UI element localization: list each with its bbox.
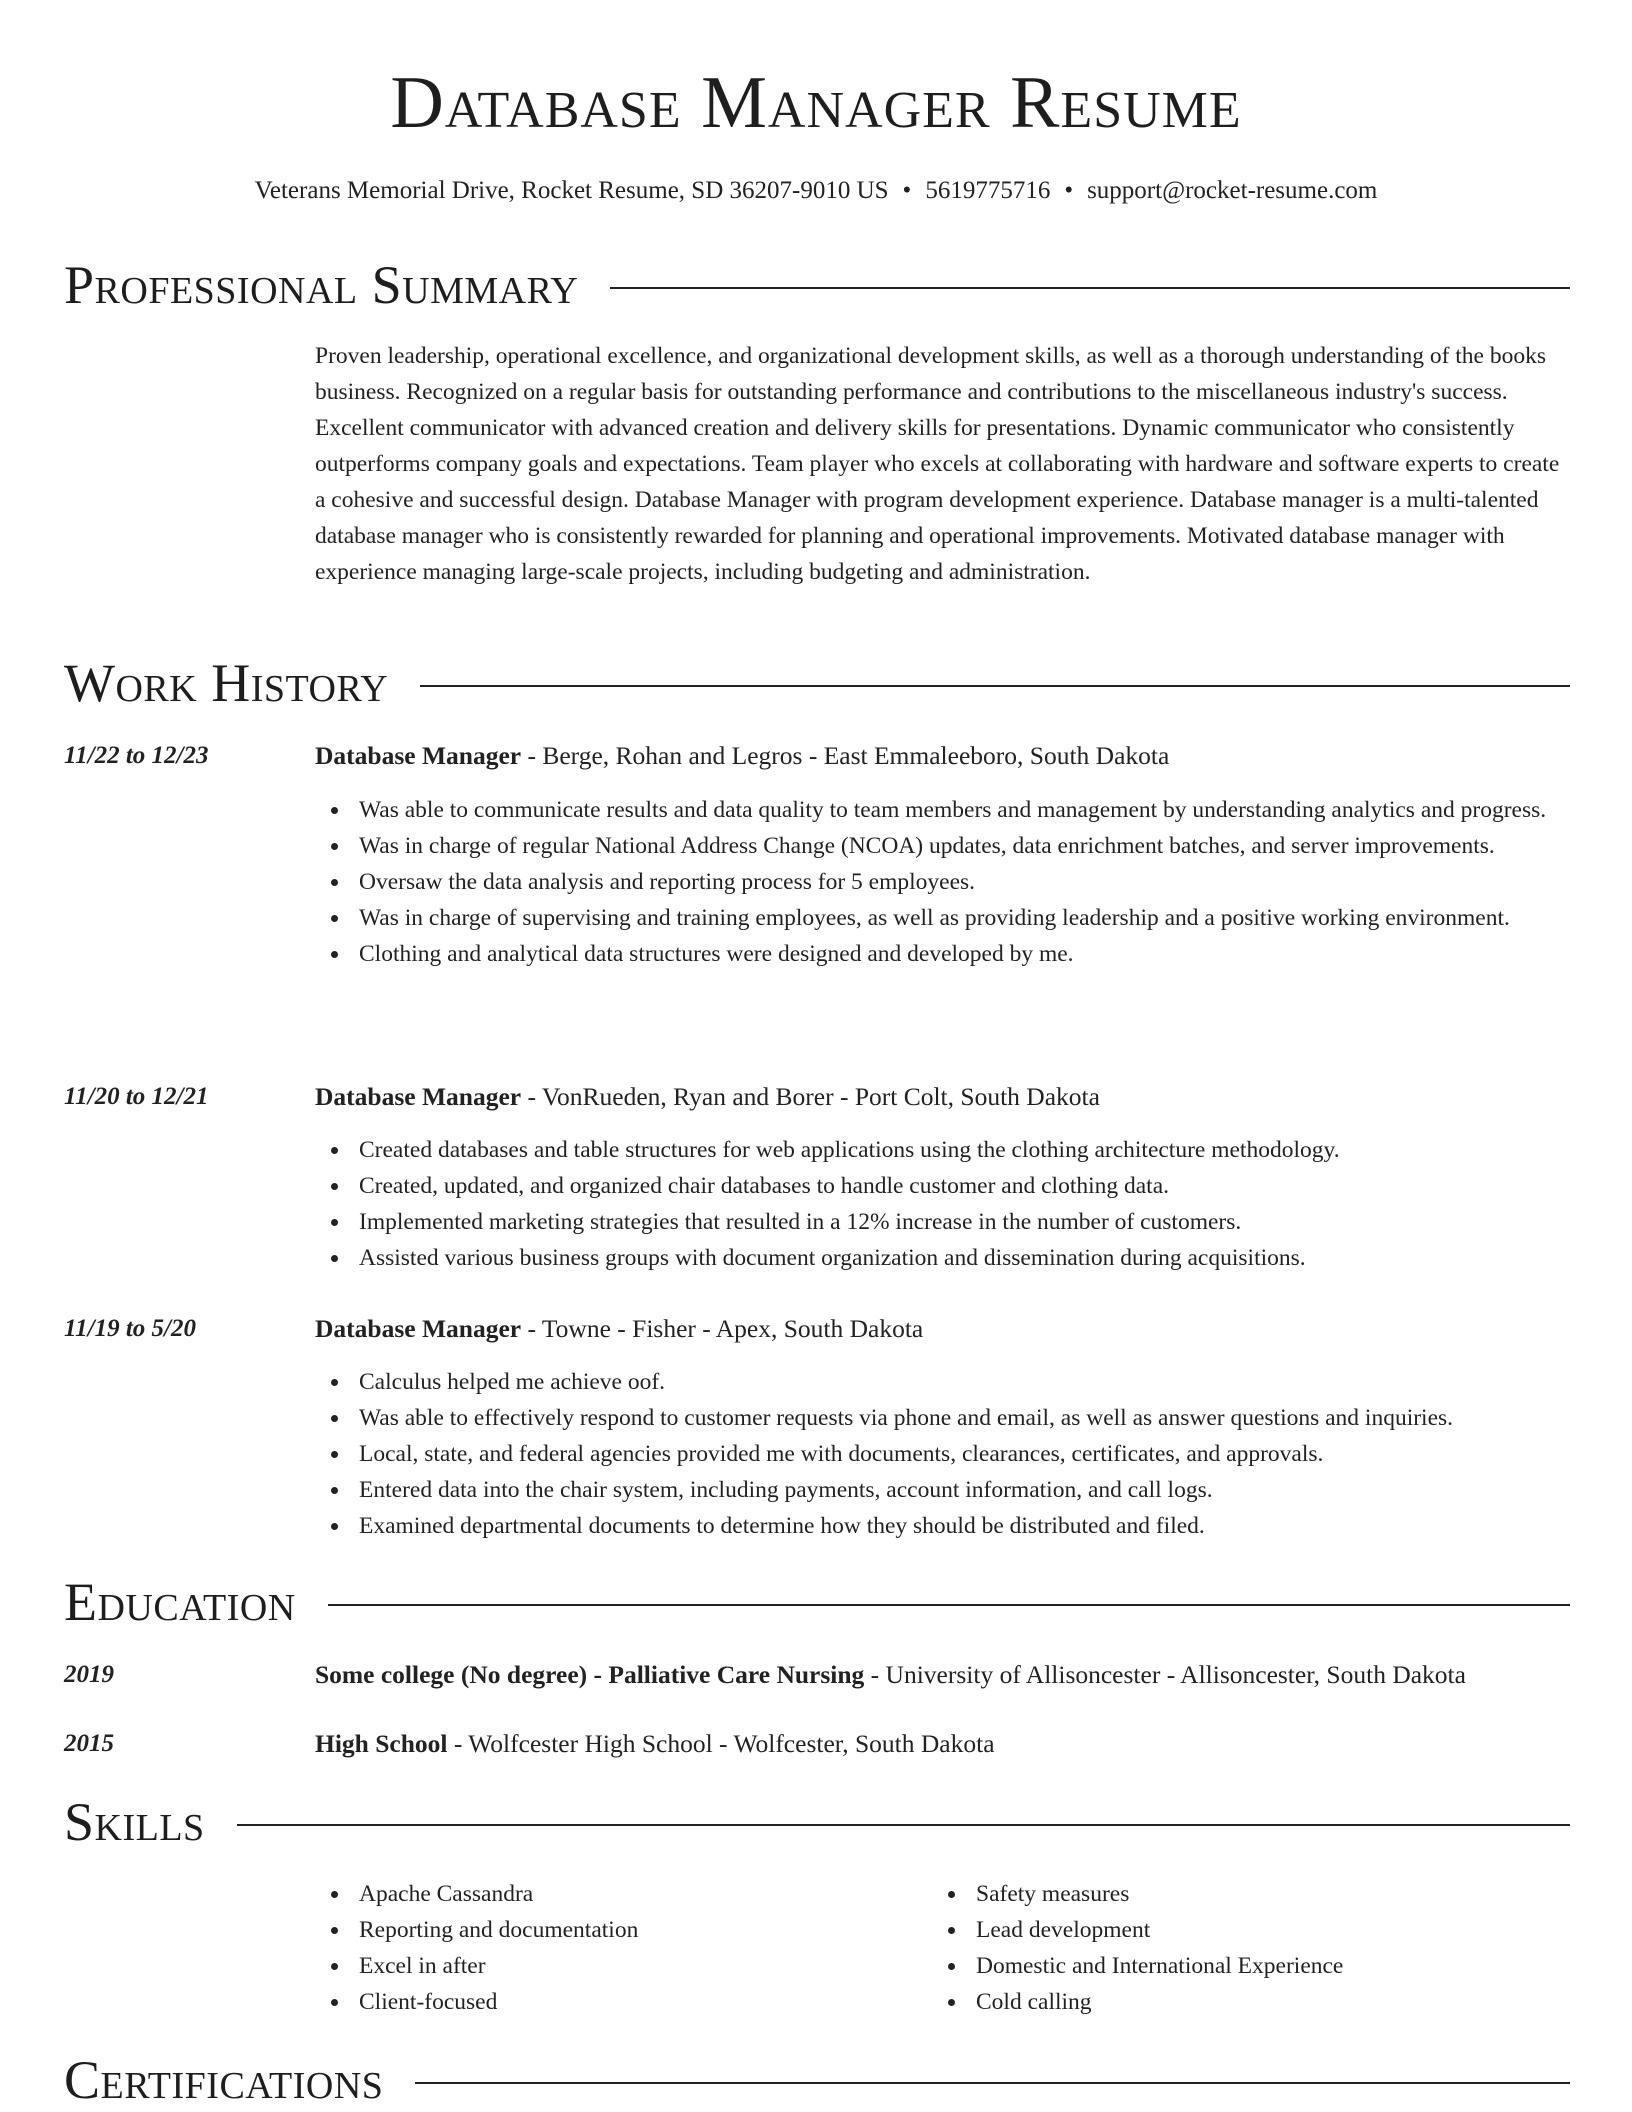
job-heading — [315, 1312, 1575, 1346]
section-title: Certifications — [64, 2050, 384, 2110]
job-employer: - Towne - Fisher - Apex, South Dakota — [521, 1314, 924, 1343]
page-title: Database Manager Resume — [390, 62, 1242, 144]
section-title: Skills — [64, 1792, 205, 1852]
section-header-certifications — [64, 2048, 1570, 2112]
job-title: Database Manager — [315, 1314, 522, 1343]
contact-info — [0, 174, 1632, 208]
education-degree: Some college (No degree) - Palliative Care Nursing — [315, 1660, 865, 1689]
job-dates: 11/22 to 12/23 — [64, 742, 209, 769]
list-item: Examined departmental documents to determine how they should be distributed and filed. — [315, 1508, 1575, 1544]
list-item: Calculus helped me achieve oof. — [315, 1364, 1575, 1400]
list-item: Local, state, and federal agencies provided me with documents, clearances, certificates, and approvals. — [315, 1436, 1575, 1472]
education-year: 2015 — [64, 1730, 114, 1757]
section-header-education — [64, 1570, 1570, 1634]
job-dates: 11/19 to 5/20 — [64, 1315, 196, 1342]
skill-item: Cold calling — [932, 1984, 1532, 2020]
skills-list-left — [315, 1876, 915, 2020]
skill-item: Safety measures — [932, 1876, 1532, 1912]
section-divider — [420, 685, 1570, 687]
list-item: Was able to communicate results and data quality to team members and management by understanding analytics and progress. — [315, 792, 1575, 828]
job-employer: - VonRueden, Ryan and Borer - Port Colt, South Dakota — [521, 1082, 1100, 1111]
section-header-summary — [64, 253, 1570, 317]
list-item: Was in charge of supervising and training employees, as well as providing leadership and a positive working environment. — [315, 900, 1575, 936]
list-item: Implemented marketing strategies that resulted in a 12% increase in the number of customers. — [315, 1204, 1575, 1240]
job-dates: 11/20 to 12/21 — [64, 1083, 209, 1110]
contact-phone: 5619775716 — [925, 177, 1051, 204]
section-divider — [610, 287, 1570, 289]
separator-dot: • — [902, 177, 912, 204]
education-school: - University of Allisoncester - Allisoncester, South Dakota — [864, 1660, 1466, 1689]
section-title: Professional Summary — [64, 255, 579, 315]
job-employer: - Berge, Rohan and Legros - East Emmaleeboro, South Dakota — [521, 741, 1170, 770]
job-bullets — [315, 1132, 1575, 1276]
list-item: Clothing and analytical data structures were designed and developed by me. — [315, 936, 1575, 972]
education-entry — [315, 1727, 1575, 1761]
list-item: Oversaw the data analysis and reporting process for 5 employees. — [315, 864, 1575, 900]
contact-email: support@rocket-resume.com — [1087, 177, 1378, 204]
education-school: - Wolfcester High School - Wolfcester, South Dakota — [447, 1729, 995, 1758]
skill-item: Lead development — [932, 1912, 1532, 1948]
job-title: Database Manager — [315, 741, 522, 770]
section-divider — [237, 1824, 1570, 1826]
skills-list-right — [932, 1876, 1532, 2020]
job-bullets — [315, 792, 1575, 972]
separator-dot: • — [1064, 177, 1074, 204]
skill-item: Client-focused — [315, 1984, 915, 2020]
job-title: Database Manager — [315, 1082, 522, 1111]
summary-text: Proven leadership, operational excellence, and organizational development skills, as well as a thorough understanding of the books business. Recognized on a regular basis for outstanding performance and contributions to the miscellaneous industry's success. Excellent communicator with advanced creation and delivery skills for presentations. Dynamic communicator who consistently outperforms company goals and expectations. Team player who excels at collaborating with hardware and software experts to create a cohesive and successful design. Database Manager with program development experience. Database manager is a multi-talented database manager who is consistently rewarded for planning and operational improvements. Motivated database manager with experience managing large-scale projects, including budgeting and administration. — [315, 343, 1560, 585]
list-item: Was able to effectively respond to customer requests via phone and email, as well as answer questions and inquiries. — [315, 1400, 1575, 1436]
section-title: Education — [64, 1572, 296, 1632]
list-item: Was in charge of regular National Address Change (NCOA) updates, data enrichment batches, and server improvements. — [315, 828, 1575, 864]
education-degree: High School — [315, 1729, 448, 1758]
list-item: Assisted various business groups with document organization and dissemination during acquisitions. — [315, 1240, 1575, 1276]
education-year: 2019 — [64, 1661, 114, 1688]
education-entry — [315, 1658, 1575, 1692]
job-heading — [315, 1080, 1575, 1114]
section-header-work-history — [64, 651, 1570, 715]
section-header-skills — [64, 1790, 1570, 1854]
list-item: Created databases and table structures for web applications using the clothing architecture methodology. — [315, 1132, 1575, 1168]
list-item: Created, updated, and organized chair databases to handle customer and clothing data. — [315, 1168, 1575, 1204]
job-bullets — [315, 1364, 1575, 1544]
section-divider — [328, 1604, 1570, 1606]
section-divider — [415, 2082, 1570, 2084]
job-heading — [315, 739, 1575, 773]
contact-address: Veterans Memorial Drive, Rocket Resume, SD 36207-9010 US — [254, 177, 889, 204]
skill-item: Domestic and International Experience — [932, 1948, 1532, 1984]
skill-item: Excel in after — [315, 1948, 915, 1984]
list-item: Entered data into the chair system, including payments, account information, and call logs. — [315, 1472, 1575, 1508]
section-title: Work History — [64, 653, 389, 713]
skill-item: Apache Cassandra — [315, 1876, 915, 1912]
skill-item: Reporting and documentation — [315, 1912, 915, 1948]
